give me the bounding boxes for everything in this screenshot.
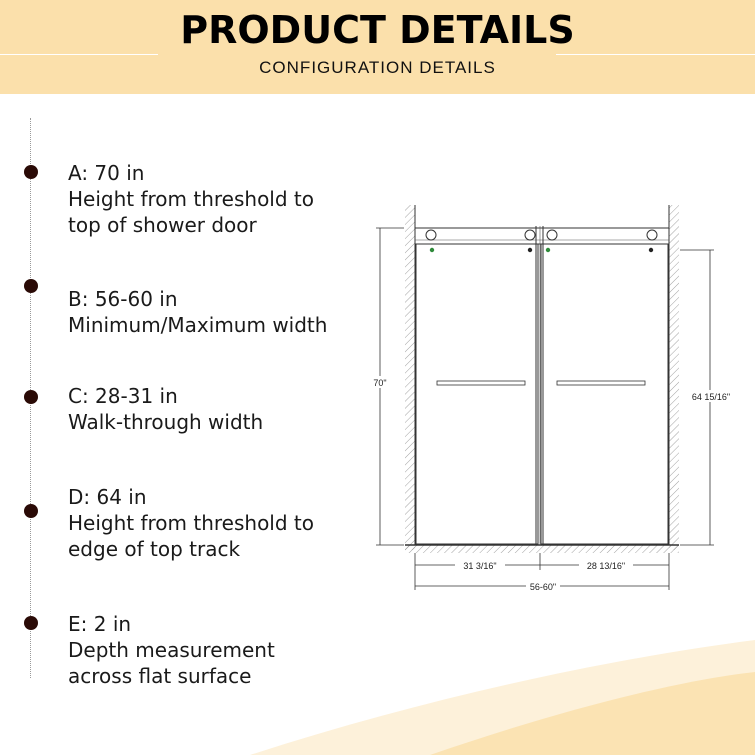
left-wall — [405, 205, 415, 550]
spec-b-desc-line1: Minimum/Maximum width — [68, 313, 328, 337]
dim-height-label: 70" — [373, 378, 387, 388]
spec-a-title: A: 70 in — [68, 161, 145, 185]
left-glass-panel — [416, 244, 538, 544]
spec-b-title: B: 56-60 in — [68, 287, 178, 311]
spec-d-desc-line2: edge of top track — [68, 537, 241, 561]
spec-c-desc-line1: Walk-through width — [68, 410, 264, 434]
spec-c-title: C: 28-31 in — [68, 384, 178, 408]
right-handle-icon — [557, 381, 645, 385]
spec-a-desc-line1: Height from threshold to — [68, 187, 314, 211]
spec-e-desc-line1: Depth measurement — [68, 638, 275, 662]
right-wall — [669, 205, 679, 550]
dim-right-width-label: 28 13/16" — [586, 561, 626, 571]
page-title: PRODUCT DETAILS — [180, 8, 575, 52]
spec-a-desc-line2: top of shower door — [68, 213, 257, 237]
left-handle-icon — [437, 381, 525, 385]
page-subtitle: CONFIGURATION DETAILS — [259, 58, 496, 77]
spec-e-title: E: 2 in — [68, 612, 132, 636]
spec-e-desc-line2: across flat surface — [68, 664, 252, 688]
spec-d-desc-line1: Height from threshold to — [68, 511, 314, 535]
dim-total-width-label: 56-60" — [529, 582, 557, 592]
right-glass-panel — [541, 244, 668, 544]
top-track — [415, 228, 669, 244]
floor — [405, 545, 679, 553]
roller-icons — [426, 230, 657, 240]
dim-left-width-label: 31 3/16" — [463, 561, 497, 571]
dim-track-height-label: 64 15/16" — [691, 392, 731, 402]
spec-d-title: D: 64 in — [68, 485, 147, 509]
